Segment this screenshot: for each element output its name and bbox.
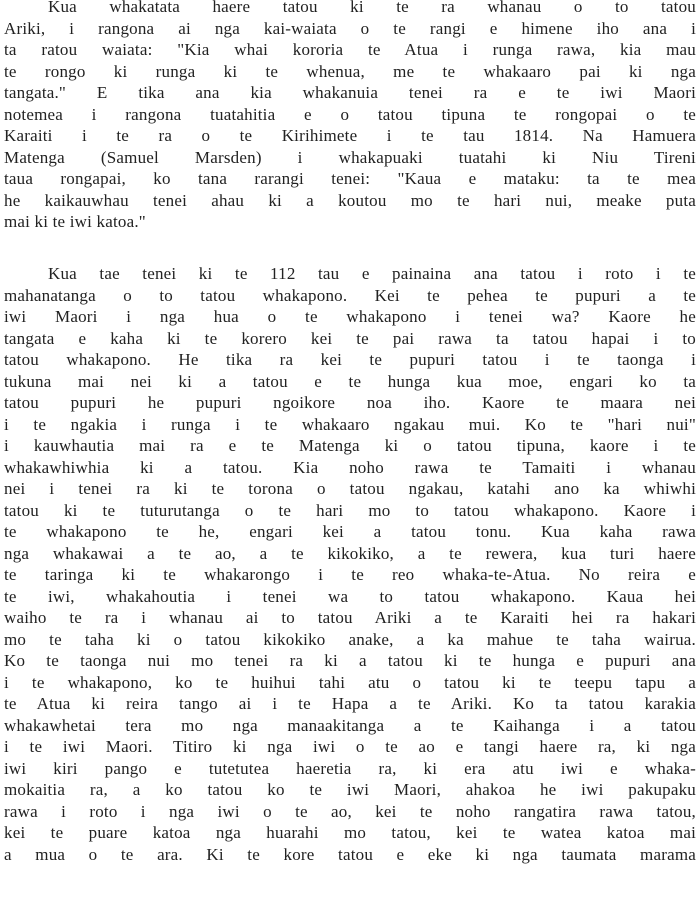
text-line: tatou pupuri he pupuri ngoikore noa iho. Kaore te maara nei — [4, 393, 696, 412]
text-line: notemea i rangona tuatahitia e o tatou tipuna te rongopai o te — [4, 104, 696, 124]
text-line: nei i tenei ra ki te torona o tatou ngakau, katahi ano ka whiwhi — [4, 479, 696, 498]
text-line: te iwi, whakahoutia i tenei wa to tatou whakapono. Kaua hei — [4, 586, 696, 606]
text-line: whakawhetai tera mo nga manaakitanga a te Kaihanga i a tatou — [4, 715, 696, 735]
text-line: Ko te taonga nui mo tenei ra ki a tatou ki te hunga e pupuri ana — [4, 651, 696, 670]
text-line: iwi kiri pango e tutetutea haeretia ra, ki era atu iwi e whaka- — [4, 758, 696, 778]
text-line: tangata e kaha ki te korero kei te pai rawa ta tatou hapai i to — [4, 328, 696, 348]
text-line: waiho te ra i whanau ai to tatou Ariki a te Karaiti hei ra hakari — [4, 608, 696, 627]
text-line: whakawhiwhia ki a tatou. Kia noho rawa te Tamaiti i whanau — [4, 457, 696, 477]
text-line: te taringa ki te whakarongo i te reo whaka-te-Atua. No reira e — [4, 565, 696, 584]
text-line: te whakapono te he, engari kei a tatou tonu. Kua kaha rawa — [4, 522, 696, 541]
text-line: Kua whakatata haere tatou ki te ra whanau o to tatou — [48, 0, 696, 16]
text-line: tangata." E tika ana kia whakanuia tenei ra e te iwi Maori — [4, 83, 696, 102]
text-line: a mua o te ara. Ki te kore tatou e eke ki nga taumata marama — [4, 844, 696, 864]
text-line: rawa i roto i nga iwi o te ao, kei te noho rangatira rawa tatou, — [4, 801, 696, 821]
text-line: i te iwi Maori. Titiro ki nga iwi o te ao e tangi haere ra, ki nga — [4, 737, 696, 756]
text-line: i te ngakia i runga i te whakaaro ngakau mui. Ko te "hari nui" — [4, 414, 696, 434]
text-line: tukuna mai nei ki a tatou e te hunga kua moe, engari ko ta — [4, 371, 696, 391]
text-line: i kauwhautia mai ra e te Matenga ki o tatou tipuna, kaore i te — [4, 436, 696, 455]
text-line: he kaikauwhau tenei ahau ki a koutou mo te hari nui, meake puta — [4, 190, 696, 210]
paragraph-christmas — [4, 0, 696, 233]
text-line: mo te taha ki o tatou kikokiko anake, a ka mahue te taha wairua. — [4, 629, 696, 649]
text-line: ta ratou waiata: "Kia whai kororia te Atua i runga rawa, kia mau — [4, 40, 696, 59]
text-line: kei te puare katoa nga huarahi mo tatou, kei te watea katoa mai — [4, 823, 696, 842]
text-line: tatou ki te tuturutanga o te hari mo to tatou whakapono. Kaore i — [4, 500, 696, 520]
paragraph-faith — [4, 263, 696, 865]
text-line: mai ki te iwi katoa." — [4, 212, 146, 231]
text-line: te Atua ki reira tango ai i te Hapa a te Ariki. Ko ta tatou karakia — [4, 694, 696, 713]
text-line: Ariki, i rangona ai nga kai-waiata o te rangi e himene iho ana i — [4, 18, 696, 38]
text-line: iwi Maori i nga hua o te whakapono i tenei wa? Kaore he — [4, 307, 696, 326]
text-line: Matenga (Samuel Marsden) i whakapuaki tuatahi ki Niu Tireni — [4, 147, 696, 167]
text-line: mokaitia ra, a ko tatou ko te iwi Maori, ahakoa he iwi pakupaku — [4, 780, 696, 799]
text-line: te rongo ki runga ki te whenua, me te whakaaro pai ki nga — [4, 61, 696, 81]
text-line: Karaiti i te ra o te Kirihimete i te tau 1814. Na Hamuera — [4, 126, 696, 145]
text-line: i te whakapono, ko te huihui tahi atu o tatou ki te teepu tapu a — [4, 672, 696, 692]
text-line: nga whakawai a te ao, a te kikokiko, a te rewera, kua turi haere — [4, 543, 696, 563]
text-line: taua rongapai, ko tana rarangi tenei: "Kaua e mataku: ta te mea — [4, 169, 696, 188]
text-line: mahanatanga o to tatou whakapono. Kei te pehea te pupuri a te — [4, 285, 696, 305]
text-line: Kua tae tenei ki te 112 tau e painaina ana tatou i roto i te — [48, 264, 696, 283]
text-line: tatou whakapono. He tika ra kei te pupuri tatou i te taonga i — [4, 350, 696, 369]
